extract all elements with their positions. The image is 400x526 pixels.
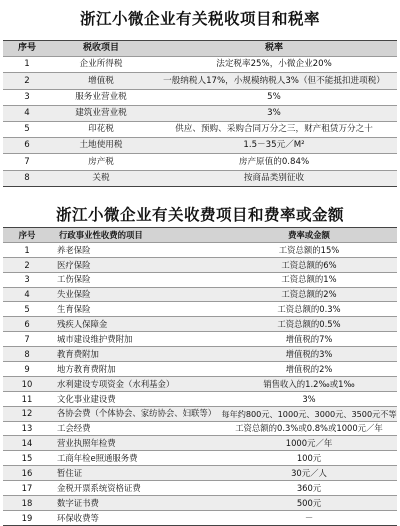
cell-no: 7	[3, 154, 51, 170]
table-row	[3, 451, 397, 466]
cell-no: 6	[3, 138, 51, 154]
cell-no: 1	[3, 242, 51, 257]
cell-rate: 工资总额的15%	[221, 242, 397, 257]
cell-no: 14	[3, 436, 51, 451]
table-row	[3, 347, 397, 362]
cell-item: 教育费附加	[51, 347, 221, 362]
cell-item: 印花税	[51, 121, 151, 137]
table-row	[3, 332, 397, 347]
cell-no: 5	[3, 302, 51, 317]
cell-rate: 工资总额的1%	[221, 272, 397, 287]
cell-item: 营业执照年检费	[51, 436, 221, 451]
cell-rate: 100元	[221, 451, 397, 466]
cell-no: 17	[3, 481, 51, 496]
cell-no: 3	[3, 89, 51, 105]
cell-item: 生育保险	[51, 302, 221, 317]
cell-item: 水利建设专项资金（水利基金）	[51, 376, 221, 391]
cell-item: 企业所得税	[51, 57, 151, 73]
table-row	[3, 362, 397, 377]
cell-item: 关税	[51, 170, 151, 186]
cell-rate: 工资总额的0.5%	[221, 317, 397, 332]
cell-rate: 3%	[221, 391, 397, 406]
table-row	[3, 302, 397, 317]
cell-item: 服务业营业税	[51, 89, 151, 105]
table-row	[3, 105, 397, 121]
header-item: 行政事业性收费的项目	[51, 228, 221, 243]
tax-table	[3, 40, 397, 187]
table-row	[3, 138, 397, 154]
header-no: 序号	[3, 41, 51, 57]
cell-rate: －	[221, 510, 397, 525]
cell-item: 数字证书费	[51, 496, 221, 511]
cell-rate: 工资总额的0.3%或0.8%或1000元／年	[221, 421, 397, 436]
table-row	[3, 170, 397, 186]
table-row	[3, 121, 397, 137]
cell-item: 建筑业营业税	[51, 105, 151, 121]
table-header-row	[3, 41, 397, 57]
table-row	[3, 257, 397, 272]
cell-item: 增值税	[51, 73, 151, 89]
cell-rate: 工资总额的6%	[221, 257, 397, 272]
table-row	[3, 466, 397, 481]
cell-item: 地方教育费附加	[51, 362, 221, 377]
header-rate: 税率	[151, 41, 397, 57]
cell-rate: 增值税的2%	[221, 362, 397, 377]
cell-item: 土地使用税	[51, 138, 151, 154]
cell-item: 工伤保险	[51, 272, 221, 287]
cell-item: 工会经费	[51, 421, 221, 436]
cell-rate: 法定税率25%，小微企业20%	[151, 57, 397, 73]
cell-rate: 3%	[151, 105, 397, 121]
header-item: 税收项目	[51, 41, 151, 57]
cell-rate: 按商品类别征收	[151, 170, 397, 186]
table-row	[3, 510, 397, 525]
cell-no: 4	[3, 105, 51, 121]
table-row	[3, 391, 397, 406]
tax-table-title: 浙江小微企业有关税收项目和税率	[79, 9, 320, 28]
cell-no: 18	[3, 496, 51, 511]
cell-no: 2	[3, 73, 51, 89]
fee-table-title: 浙江小微企业有关收费项目和费率或金额	[55, 205, 344, 224]
table-row	[3, 242, 397, 257]
cell-item: 医疗保险	[51, 257, 221, 272]
cell-no: 1	[3, 57, 51, 73]
header-no: 序号	[3, 228, 51, 243]
table-row	[3, 287, 397, 302]
cell-no: 2	[3, 257, 51, 272]
table-row	[3, 436, 397, 451]
cell-rate: 增值税的3%	[221, 347, 397, 362]
cell-no: 19	[3, 510, 51, 525]
cell-item: 金税开票系统资格证费	[51, 481, 221, 496]
table-row	[3, 496, 397, 511]
cell-no: 15	[3, 451, 51, 466]
table-row	[3, 272, 397, 287]
fee-table	[3, 227, 397, 526]
table-row	[3, 57, 397, 73]
cell-item: 文化事业建设费	[51, 391, 221, 406]
cell-rate: 工资总额的0.3%	[221, 302, 397, 317]
cell-no: 12	[3, 406, 51, 421]
cell-rate: 1000元／年	[221, 436, 397, 451]
cell-rate: 5%	[151, 89, 397, 105]
cell-no: 6	[3, 317, 51, 332]
cell-rate: 增值税的7%	[221, 332, 397, 347]
cell-no: 13	[3, 421, 51, 436]
table-row	[3, 376, 397, 391]
cell-no: 8	[3, 170, 51, 186]
cell-no: 8	[3, 347, 51, 362]
cell-item: 工商年检e照通服务费	[51, 451, 221, 466]
cell-rate: 每年约800元、1000元、3000元、3500元不等	[221, 406, 397, 421]
table-row	[3, 89, 397, 105]
cell-item: 养老保险	[51, 242, 221, 257]
cell-rate: 500元	[221, 496, 397, 511]
cell-item: 城市建设维护费附加	[51, 332, 221, 347]
cell-item: 各协会费（个体协会、家纺协会、妇联等）	[51, 406, 221, 421]
table-row	[3, 421, 397, 436]
table-row	[3, 481, 397, 496]
table-row	[3, 406, 397, 421]
cell-rate: 360元	[221, 481, 397, 496]
cell-no: 16	[3, 466, 51, 481]
cell-rate: 一般纳税人17%，小规模纳税人3%（但不能抵扣进项税）	[151, 73, 397, 89]
cell-no: 11	[3, 391, 51, 406]
cell-rate: 供应、预购、采购合同万分之三，财产租赁万分之十	[151, 121, 397, 137]
header-rate: 费率或金额	[221, 228, 397, 243]
cell-item: 残疾人保障金	[51, 317, 221, 332]
cell-item: 房产税	[51, 154, 151, 170]
table-header-row	[3, 228, 397, 243]
cell-rate: 房产原值的0.84%	[151, 154, 397, 170]
cell-no: 4	[3, 287, 51, 302]
cell-no: 5	[3, 121, 51, 137]
cell-item: 环保收费等	[51, 510, 221, 525]
cell-rate: 1.5－35元／M²	[151, 138, 397, 154]
table-row	[3, 317, 397, 332]
cell-no: 10	[3, 376, 51, 391]
table-row	[3, 154, 397, 170]
cell-rate: 30元／人	[221, 466, 397, 481]
cell-rate: 工资总额的2%	[221, 287, 397, 302]
cell-no: 7	[3, 332, 51, 347]
cell-rate: 销售收入的1.2‰或1‰	[221, 376, 397, 391]
cell-item: 暂住证	[51, 466, 221, 481]
cell-no: 3	[3, 272, 51, 287]
cell-item: 失业保险	[51, 287, 221, 302]
table-row	[3, 73, 397, 89]
cell-no: 9	[3, 362, 51, 377]
